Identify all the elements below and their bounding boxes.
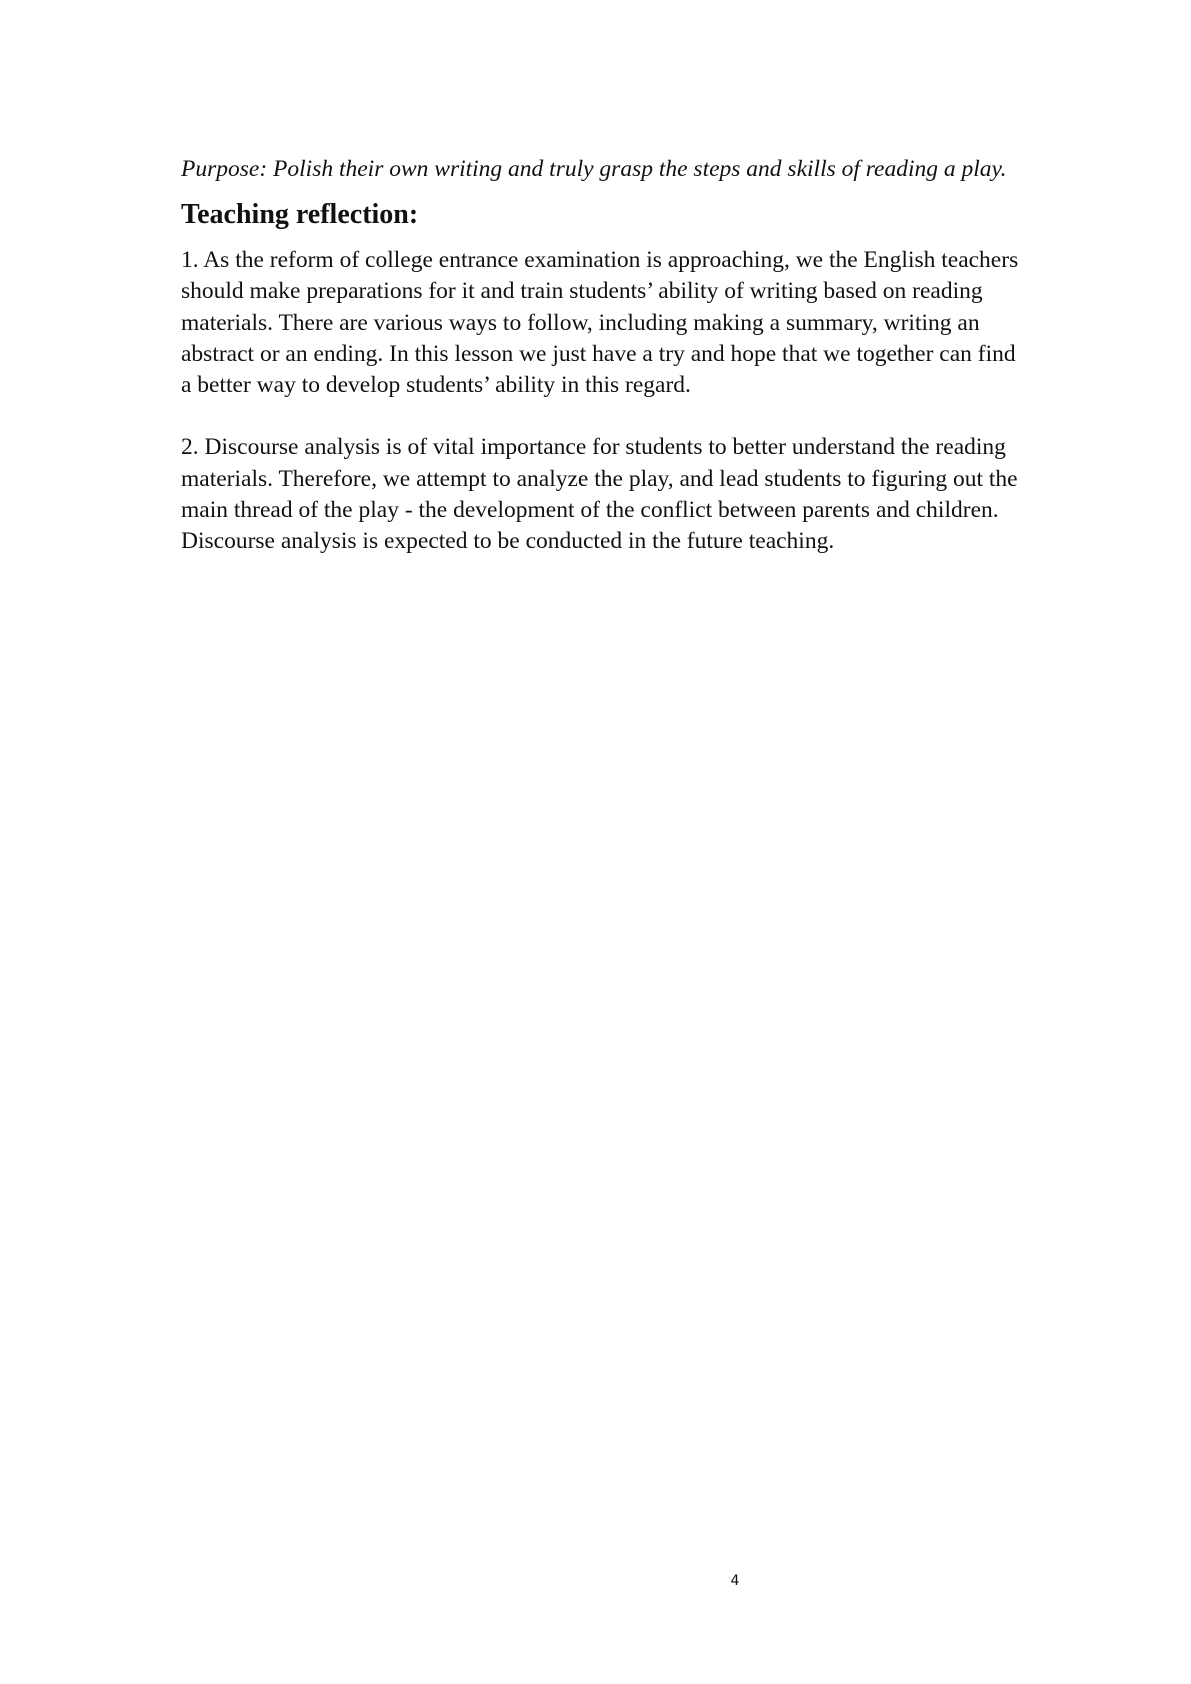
page-content <box>181 154 1021 558</box>
paragraph-1: 1. As the reform of college entrance examination is approaching, we the English teachers should make preparations for it and train students’ ability of writing based on reading materials. There are various ways to follow, including making a summary, writing an abstract or an ending. In this lesson we just have a try and hope that we together can find a better way to develop students’ ability in this regard. <box>181 247 1019 399</box>
purpose-text: Purpose: Polish their own writing and truly grasp the steps and skills of reading a play. <box>181 156 1007 182</box>
page-number: 4 <box>730 1573 740 1589</box>
paragraph-2: 2. Discourse analysis is of vital importance for students to better understand the reading materials. Therefore, we attempt to analyze the play, and lead students to figuring out the main thread of the play - the development of the conflict between parents and children. Discourse analysis is expected to be conducted in the future teaching. <box>181 434 1018 555</box>
section-heading: Teaching reflection: <box>181 199 419 230</box>
